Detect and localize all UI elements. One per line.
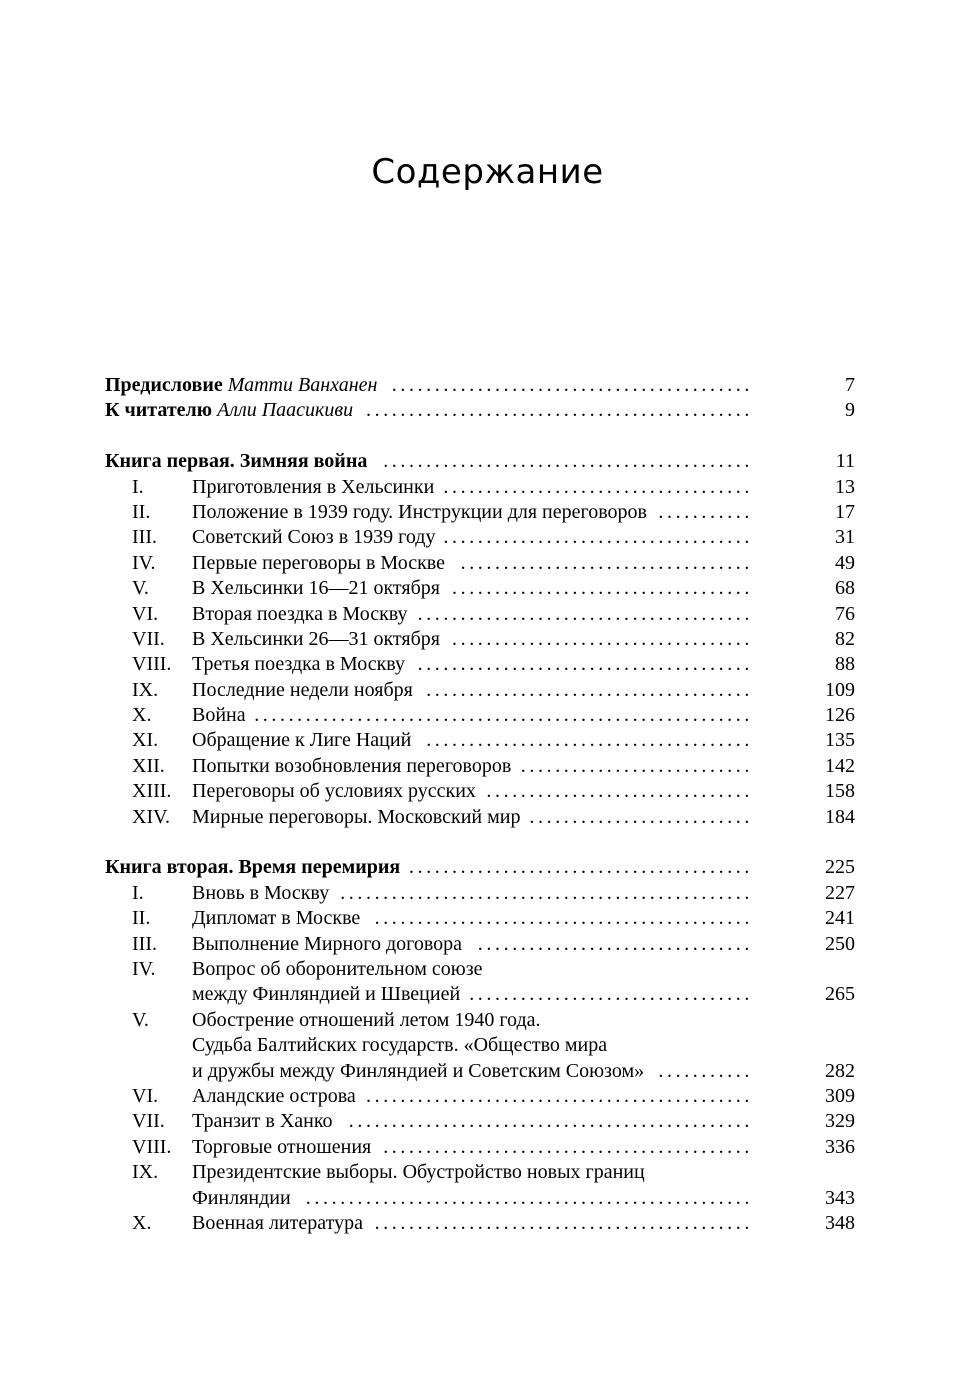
- chapter-number: XI.: [132, 729, 159, 752]
- toc-page-number: 158: [825, 780, 855, 803]
- chapter-number: VI.: [132, 1084, 159, 1107]
- leader-dots: ......................................: [426, 678, 753, 701]
- toc-page-number: 11: [835, 450, 855, 473]
- book-two-chapters: [105, 881, 855, 1236]
- toc-page-number: 88: [835, 653, 855, 676]
- leader-dots: .................................: [469, 983, 753, 1006]
- toc-page-number: 9: [845, 399, 855, 422]
- chapter-title: Транзит в Ханко: [192, 1110, 333, 1133]
- chapter-number: VII.: [132, 627, 165, 650]
- leader-dots: ....................................: [443, 526, 753, 549]
- table-of-contents: [105, 373, 855, 1236]
- leader-dots: ...........: [658, 500, 753, 523]
- toc-page-number: 82: [835, 627, 855, 650]
- toc-page-number: 309: [825, 1084, 855, 1107]
- chapter-number: VI.: [132, 602, 159, 625]
- leader-dots: ...................................: [452, 577, 753, 600]
- chapter-number: XII.: [132, 754, 165, 777]
- toc-chapter-row[interactable]: [105, 678, 855, 703]
- toc-chapter-row[interactable]: [105, 805, 855, 830]
- toc-page-number: 17: [835, 500, 855, 523]
- leader-dots: ...................................: [452, 627, 753, 650]
- toc-chapter-row[interactable]: [105, 703, 855, 728]
- toc-page-number: 135: [825, 729, 855, 752]
- chapter-title: и дружбы между Финляндией и Советским Союзом»: [192, 1059, 645, 1082]
- chapter-title: Переговоры об условиях русских: [192, 780, 476, 803]
- chapter-number: I.: [132, 475, 144, 498]
- toc-page-number: 265: [825, 983, 855, 1006]
- toc-chapter-row[interactable]: [105, 932, 855, 957]
- chapter-title: Президентские выборы. Обустройство новых границ: [192, 1161, 645, 1184]
- chapter-title: Дипломат в Москве: [192, 907, 361, 930]
- toc-page-number: 241: [825, 907, 855, 930]
- leader-dots: ...............................................: [348, 1110, 753, 1133]
- toc-page-number: 126: [825, 704, 855, 727]
- leader-dots: ............................................: [374, 1211, 753, 1234]
- toc-page-number: 13: [835, 475, 855, 498]
- chapter-title: Вторая поездка в Москву: [192, 602, 408, 625]
- chapter-title: Обострение отношений летом 1940 года.: [192, 1008, 541, 1031]
- toc-page-number: 225: [825, 856, 855, 879]
- leader-dots: ...............................: [486, 780, 753, 803]
- toc-page-number: 68: [835, 577, 855, 600]
- toc-chapter-row[interactable]: [105, 1084, 855, 1109]
- toc-chapter-row[interactable]: [105, 728, 855, 753]
- chapter-title: Аландские острова: [192, 1084, 356, 1107]
- toc-entry-title: [105, 373, 377, 398]
- toc-entry-label: К читателю: [105, 399, 213, 422]
- chapter-number: XIV.: [132, 805, 170, 828]
- chapter-number: IV.: [132, 551, 156, 574]
- leader-dots: ................................: [477, 932, 753, 955]
- toc-chapter-row[interactable]: [105, 982, 855, 1007]
- page-title: Содержание: [371, 152, 604, 192]
- chapter-number: XIII.: [132, 780, 172, 803]
- leader-dots: ...........................: [520, 754, 753, 777]
- toc-page-number: 348: [825, 1211, 855, 1234]
- toc-chapter-row[interactable]: [105, 906, 855, 931]
- leader-dots: ..........................................: [391, 374, 753, 396]
- toc-chapter-row[interactable]: [105, 1033, 855, 1058]
- chapter-title: Вопрос об оборонительном союзе: [192, 957, 483, 980]
- chapter-number: VII.: [132, 1110, 165, 1133]
- book-one-chapters: [105, 475, 855, 830]
- toc-page-number: 49: [835, 551, 855, 574]
- toc-chapter-row[interactable]: [105, 652, 855, 677]
- toc-page-number: 76: [835, 602, 855, 625]
- leader-dots: ..........................................................: [254, 704, 753, 727]
- chapter-number: III.: [132, 526, 157, 549]
- leader-dots: ...........................................: [383, 1135, 753, 1158]
- chapter-number: V.: [132, 1008, 149, 1031]
- toc-chapter-row[interactable]: [105, 627, 855, 652]
- leader-dots: .......................................: [417, 602, 753, 625]
- chapter-number: II.: [132, 500, 151, 523]
- chapter-number: V.: [132, 577, 149, 600]
- chapter-number: X.: [132, 1211, 152, 1234]
- toc-page-number: 109: [825, 678, 855, 701]
- leader-dots: .............................................: [366, 399, 753, 422]
- chapter-number: III.: [132, 932, 157, 955]
- chapter-number: VIII.: [132, 1135, 172, 1158]
- toc-chapter-row[interactable]: [105, 754, 855, 779]
- chapter-title: между Финляндией и Швецией: [192, 983, 461, 1006]
- toc-chapter-row[interactable]: [105, 602, 855, 627]
- toc-book-two-heading[interactable]: [105, 855, 855, 880]
- chapter-number: IX.: [132, 1161, 159, 1184]
- chapter-title: В Хельсинки 26—31 октября: [192, 627, 440, 650]
- leader-dots: ....................................: [443, 475, 753, 498]
- toc-page-number: 7: [845, 374, 855, 396]
- toc-chapter-row[interactable]: [105, 1059, 855, 1084]
- toc-chapter-row[interactable]: [105, 779, 855, 804]
- toc-book-one-heading[interactable]: [105, 449, 855, 474]
- leader-dots: .......................................: [417, 653, 753, 676]
- chapter-title: В Хельсинки 16—21 октября: [192, 577, 440, 600]
- chapter-number: I.: [132, 881, 144, 904]
- toc-chapter-row[interactable]: [105, 576, 855, 601]
- toc-page-number: 31: [835, 526, 855, 549]
- chapter-title: Положение в 1939 году. Инструкции для переговоров: [192, 500, 647, 523]
- chapter-title: Военная литература: [192, 1211, 363, 1234]
- chapter-title: Последние недели ноября: [192, 678, 413, 701]
- leader-dots: ............................................: [374, 907, 753, 930]
- chapter-title: Приготовления в Хельсинки: [192, 475, 435, 498]
- toc-chapter-row[interactable]: [105, 525, 855, 550]
- toc-entry-title: [105, 398, 353, 423]
- toc-entry-to-reader[interactable]: [105, 398, 855, 423]
- toc-chapter-row[interactable]: [105, 500, 855, 525]
- leader-dots: .............................................: [366, 1084, 753, 1107]
- toc-chapter-row[interactable]: [105, 1109, 855, 1134]
- leader-dots: ................................................: [340, 881, 753, 904]
- leader-dots: ........................................: [409, 856, 753, 879]
- chapter-title: Судьба Балтийских государств. «Общество мира: [192, 1034, 608, 1057]
- chapter-title: Торговые отношения: [192, 1135, 372, 1158]
- chapter-number: IV.: [132, 957, 156, 980]
- toc-chapter-row[interactable]: [105, 475, 855, 500]
- chapter-title: Вновь в Москву: [192, 881, 330, 904]
- toc-chapter-row[interactable]: [105, 1135, 855, 1160]
- leader-dots: ...........: [658, 1059, 753, 1082]
- toc-chapter-row[interactable]: [105, 881, 855, 906]
- chapter-title: Третья поездка в Москву: [192, 653, 406, 676]
- toc-page-number: 184: [825, 805, 855, 828]
- leader-dots: ....................................................: [305, 1186, 753, 1209]
- toc-entry-author: Алли Паасикиви: [217, 399, 354, 422]
- toc-page-number: 336: [825, 1135, 855, 1158]
- chapter-title: Обращение к Лиге Наций: [192, 729, 412, 752]
- toc-page-number: 282: [825, 1059, 855, 1082]
- chapter-title: Советский Союз в 1939 году: [192, 526, 436, 549]
- toc-page-number: 227: [825, 881, 855, 904]
- chapter-title: Финляндии: [192, 1186, 291, 1209]
- chapter-number: X.: [132, 704, 152, 727]
- book-title: Книга вторая. Время перемирия: [105, 856, 401, 879]
- toc-chapter-row[interactable]: [105, 1160, 855, 1185]
- toc-page-number: 250: [825, 932, 855, 955]
- chapter-title: Выполнение Мирного договора: [192, 932, 463, 955]
- chapter-title: Попытки возобновления переговоров: [192, 754, 512, 777]
- chapter-number: IX.: [132, 678, 159, 701]
- toc-page-number: 329: [825, 1110, 855, 1133]
- chapter-number: II.: [132, 907, 151, 930]
- toc-chapter-row[interactable]: [105, 551, 855, 576]
- toc-chapter-row[interactable]: [105, 1186, 855, 1211]
- chapter-title: Война: [192, 704, 246, 727]
- book-title: Книга первая. Зимняя война: [105, 450, 368, 473]
- chapter-title: Первые переговоры в Москве: [192, 551, 446, 574]
- toc-page-number: 142: [825, 754, 855, 777]
- toc-page-number: 343: [825, 1186, 855, 1209]
- chapter-number: VIII.: [132, 653, 172, 676]
- toc-entry-label: Предисловие: [105, 374, 223, 396]
- toc-chapter-row[interactable]: [105, 1211, 855, 1236]
- toc-chapter-row[interactable]: [105, 957, 855, 982]
- leader-dots: ..................................: [460, 551, 753, 574]
- toc-entry-author: Матти Ванханен: [227, 374, 378, 396]
- chapter-title: Мирные переговоры. Московский мир: [192, 805, 521, 828]
- leader-dots: ..........................: [529, 805, 753, 828]
- leader-dots: ......................................: [426, 729, 753, 752]
- leader-dots: ...........................................: [383, 450, 753, 473]
- toc-entry-foreword[interactable]: [105, 373, 855, 398]
- toc-chapter-row[interactable]: [105, 1008, 855, 1033]
